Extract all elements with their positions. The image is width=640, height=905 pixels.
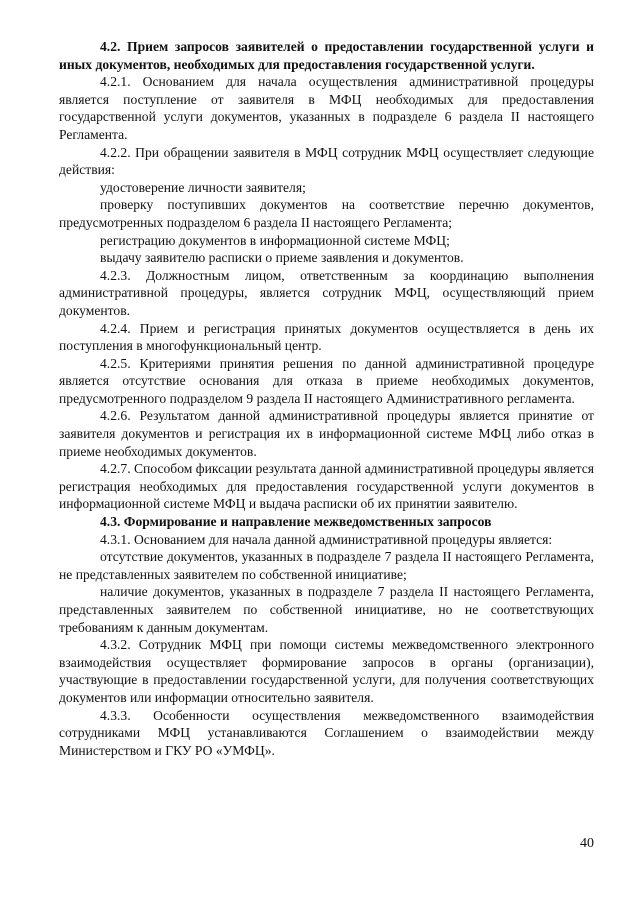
- list-item-document-check: проверку поступивших документов на соответствие перечню документов, предусмотренных подразделом 6 раздела II настоящего Регламента;: [59, 197, 594, 230]
- page-number: 40: [580, 836, 594, 851]
- section-heading-4-3: 4.3. Формирование и направление межведомственных запросов: [100, 514, 492, 530]
- list-item-identity-check: удостоверение личности заявителя;: [100, 179, 306, 195]
- list-item-absent-documents: отсутствие документов, указанных в подразделе 7 раздела II настоящего Регламента, не представленных заявителем по собственной инициативе;: [59, 549, 594, 582]
- paragraph-4-2-3: 4.2.3. Должностным лицом, ответственным за координацию выполнения административной процедуры, является сотрудник МФЦ, осуществляющий прием документов.: [59, 267, 594, 318]
- paragraph-4-3-3: 4.3.3. Особенности осуществления межведомственного взаимодействия сотрудниками МФЦ устанавливаются Соглашением о взаимодействии между Министерством и ГКУ РО «УМФЦ».: [59, 707, 594, 758]
- section-heading-4-2: 4.2. Прием запросов заявителей о предоставлении государственной услуги и иных документов, необходимых для предоставления государственной услуги.: [59, 39, 594, 72]
- list-item-registration: регистрацию документов в информационной системе МФЦ;: [100, 232, 450, 248]
- paragraph-4-2-7: 4.2.7. Способом фиксации результата данной административной процедуры является регистрация необходимых для предоставления государственной услуги документов в информационной системе МФЦ и выдача расписки об их принятии заявителю.: [59, 461, 594, 512]
- paragraph-4-3-1: 4.3.1. Основанием для начала данной административной процедуры является:: [100, 531, 553, 547]
- list-item-nonconforming-documents: наличие документов, указанных в подразделе 7 раздела II настоящего Регламента, представленных заявителем по собственной инициативе, но не соответствующих требованиям к данным документам.: [59, 584, 594, 635]
- paragraph-4-2-2: 4.2.2. При обращении заявителя в МФЦ сотрудник МФЦ осуществляет следующие действия:: [59, 144, 594, 178]
- paragraph-4-2-1: 4.2.1. Основанием для начала осуществления административной процедуры является поступление от заявителя в МФЦ необходимых для предоставления государственной услуги документов, указанных в подразделе 6 раздела II настоящего Регламента.: [59, 74, 594, 142]
- document-page: [59, 38, 594, 759]
- paragraph-4-3-2: 4.3.2. Сотрудник МФЦ при помощи системы межведомственного электронного взаимодействия осуществляет формирование запросов в органы (организации), участвующие в предоставлении государственной услуги, для получения соответствующих документов или информации относительно заявителя.: [59, 637, 594, 705]
- list-item-receipt: выдачу заявителю расписки о приеме заявления и документов.: [100, 250, 464, 266]
- paragraph-4-2-5: 4.2.5. Критериями принятия решения по данной административной процедуре является отсутствие основания для отказа в приеме необходимых документов, предусмотренного подразделом 9 раздела II настоящего Административного регламента.: [59, 355, 594, 406]
- paragraph-4-2-4: 4.2.4. Прием и регистрация принятых документов осуществляется в день их поступления в многофункциональный центр.: [59, 320, 594, 354]
- paragraph-4-2-6: 4.2.6. Результатом данной административной процедуры является принятие от заявителя документов и регистрация их в информационной системе МФЦ либо отказ в приеме необходимых документов.: [59, 408, 594, 459]
